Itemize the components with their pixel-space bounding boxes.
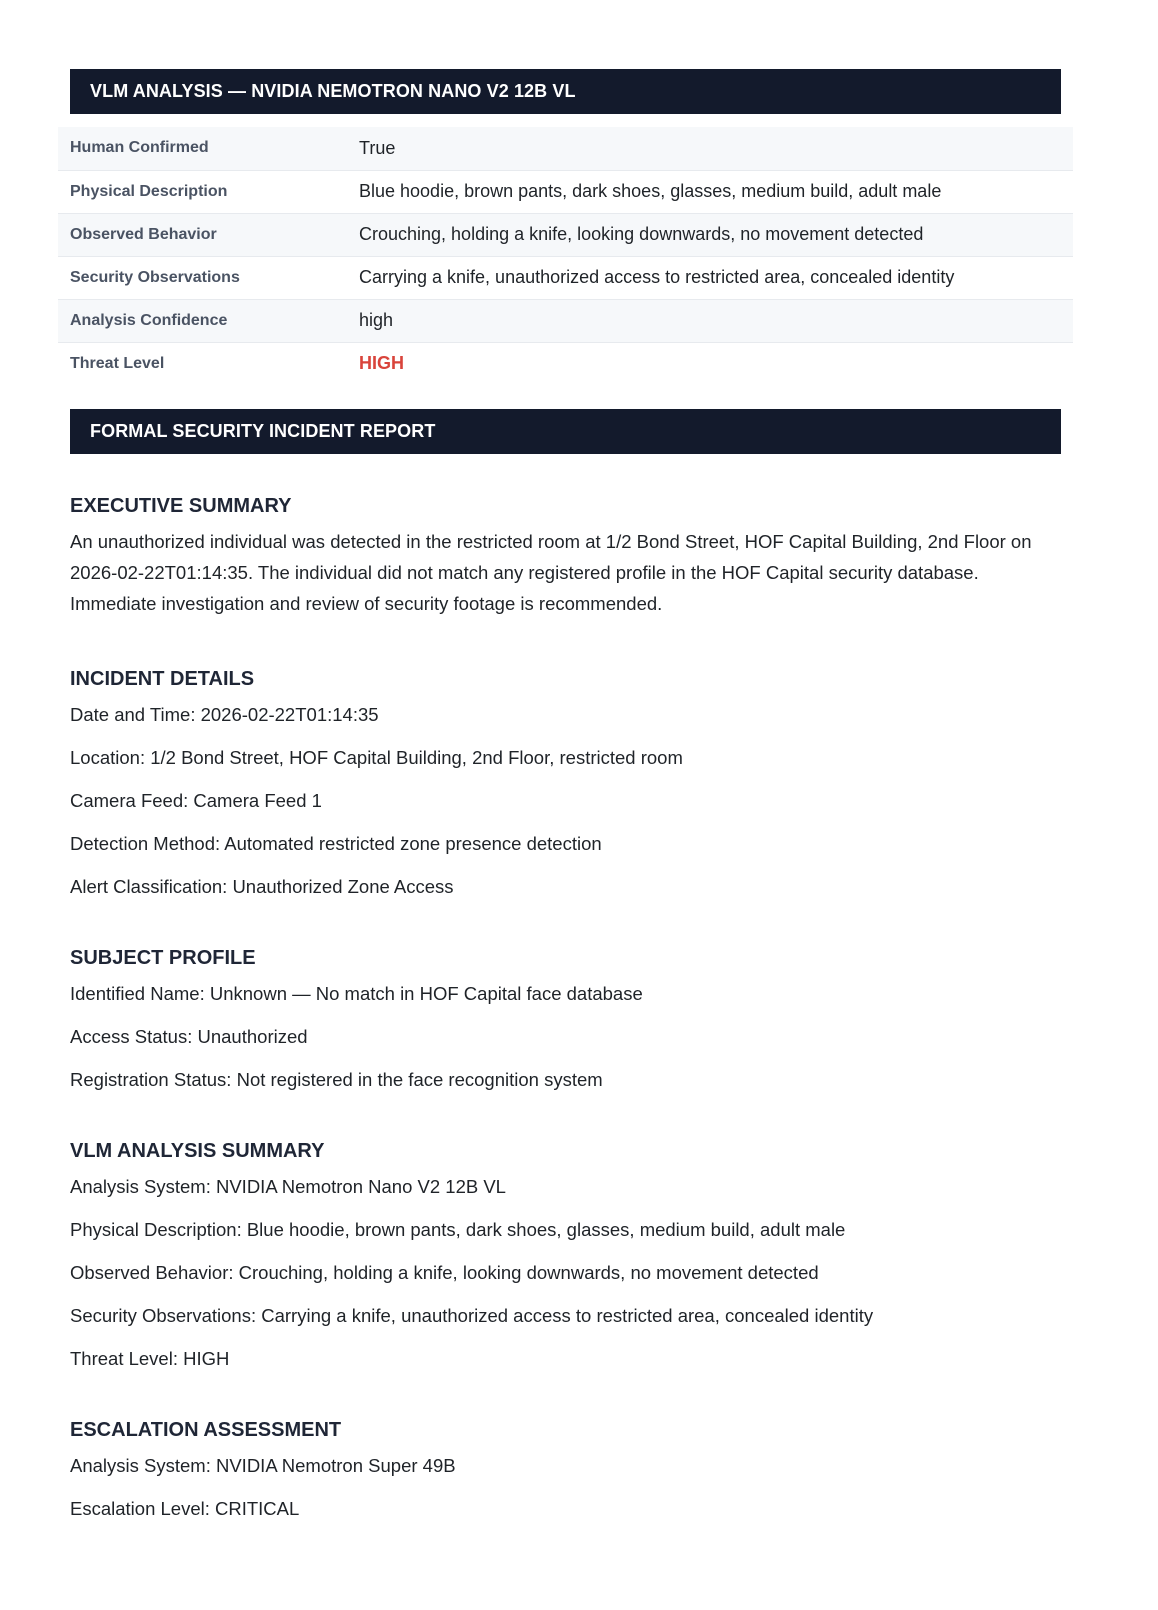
vlm-value: Crouching, holding a knife, looking downwards, no movement detected: [359, 224, 924, 244]
vlm-summary-title: VLM ANALYSIS SUMMARY: [70, 1140, 325, 1162]
incident-detail-line: Camera Feed: Camera Feed 1: [70, 790, 322, 811]
vlm-value: True: [359, 137, 396, 158]
vlm-value: high: [359, 310, 394, 330]
vlm-value: Carrying a knife, unauthorized access to restricted area, concealed identity: [359, 267, 955, 287]
vlm-analysis-table: [58, 127, 1073, 385]
vlm-row-analysis-confidence: [58, 299, 1073, 342]
subject-profile-line: Registration Status: Not registered in the face recognition system: [70, 1069, 603, 1090]
vlm-row-observed-behavior: [58, 213, 1073, 256]
vlm-row-human-confirmed: [58, 127, 1073, 170]
vlm-key: Analysis Confidence: [70, 311, 228, 329]
incident-report-banner: FORMAL SECURITY INCIDENT REPORT: [70, 409, 1061, 454]
executive-summary-title: EXECUTIVE SUMMARY: [70, 495, 292, 517]
incident-detail-line: Location: 1/2 Bond Street, HOF Capital Building, 2nd Floor, restricted room: [70, 747, 683, 768]
incident-detail-line: Date and Time: 2026-02-22T01:14:35: [70, 704, 379, 725]
vlm-row-security-observations: [58, 256, 1073, 299]
escalation-line: Analysis System: NVIDIA Nemotron Super 49B: [70, 1455, 456, 1476]
threat-level-badge: HIGH: [359, 353, 404, 374]
vlm-value: Blue hoodie, brown pants, dark shoes, glasses, medium build, adult male: [359, 181, 942, 201]
subject-profile-title: SUBJECT PROFILE: [70, 947, 256, 969]
subject-profile-line: Identified Name: Unknown — No match in HOF Capital face database: [70, 983, 643, 1004]
vlm-key: Threat Level: [70, 354, 165, 372]
section-spacer: [70, 1386, 1070, 1414]
vlm-key: Human Confirmed: [70, 139, 209, 157]
escalation-line: Escalation Level: CRITICAL: [70, 1498, 300, 1519]
vlm-row-physical-description: [58, 170, 1073, 213]
section-spacer: [70, 914, 1070, 942]
vlm-summary-line: Observed Behavior: Crouching, holding a knife, looking downwards, no movement detected: [70, 1262, 819, 1283]
incident-detail-line: Alert Classification: Unauthorized Zone Access: [70, 876, 454, 897]
vlm-row-threat-level: [58, 342, 1073, 385]
vlm-key: Physical Description: [70, 182, 228, 200]
incident-detail-line: Detection Method: Automated restricted zone presence detection: [70, 833, 602, 854]
vlm-key: Security Observations: [70, 268, 240, 286]
escalation-title: ESCALATION ASSESSMENT: [70, 1419, 342, 1441]
vlm-summary-line: Threat Level: HIGH: [70, 1348, 230, 1369]
section-spacer: [70, 1107, 1070, 1135]
vlm-key: Observed Behavior: [70, 225, 217, 243]
incident-details-title: INCIDENT DETAILS: [70, 668, 255, 690]
vlm-analysis-banner: VLM ANALYSIS — NVIDIA NEMOTRON NANO V2 12B VL: [70, 69, 1061, 114]
vlm-summary-line: Security Observations: Carrying a knife, unauthorized access to restricted area, concealed identity: [70, 1305, 874, 1326]
executive-summary-text: An unauthorized individual was detected in the restricted room at 1/2 Bond Street, HOF Capital Building, 2nd Floor on 2026-02-22T01:14:35. The individual did not match any registered profile in the HOF Capital security database. Immediate investigation and review of security footage is recommended.: [70, 531, 1032, 614]
vlm-summary-line: Analysis System: NVIDIA Nemotron Nano V2 12B VL: [70, 1176, 506, 1197]
subject-profile-line: Access Status: Unauthorized: [70, 1026, 308, 1047]
incident-report-body: [70, 490, 1070, 1536]
vlm-summary-line: Physical Description: Blue hoodie, brown pants, dark shoes, glasses, medium build, adult male: [70, 1219, 846, 1240]
